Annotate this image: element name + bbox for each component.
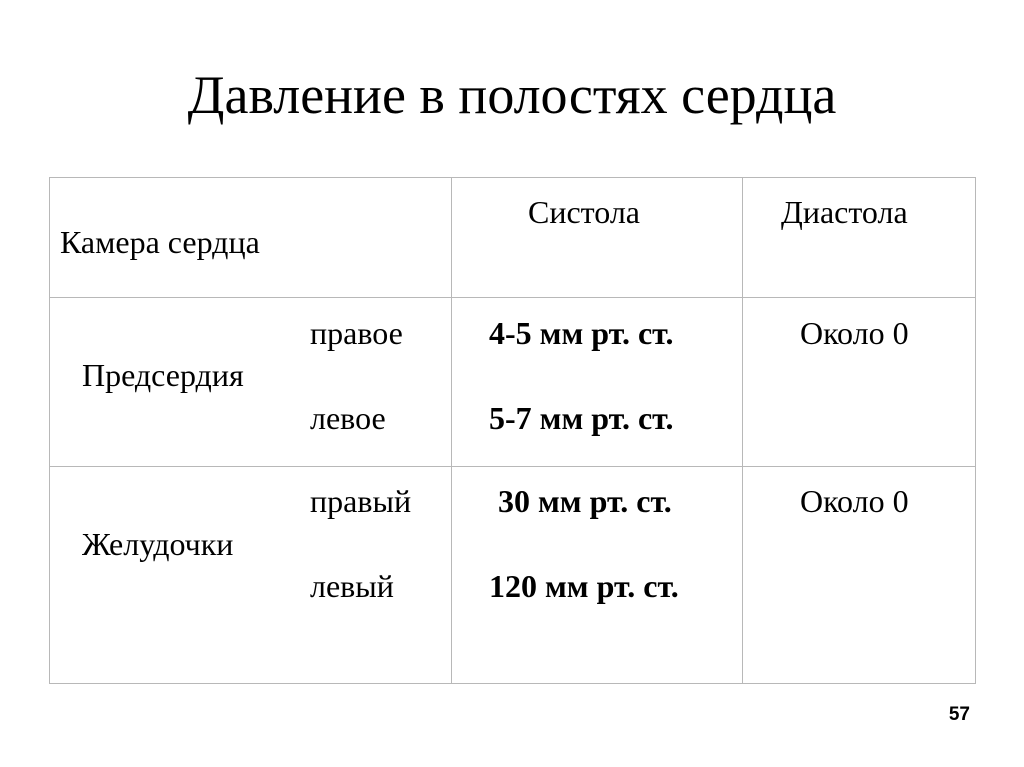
header-chamber: Камера сердца xyxy=(60,224,260,260)
table-divider-rows xyxy=(49,466,976,467)
row-side-left: левое xyxy=(310,400,386,436)
systole-value-right: 4-5 мм рт. ст. xyxy=(489,315,674,351)
diastole-value: Около 0 xyxy=(800,315,909,351)
table-divider-col-2 xyxy=(742,177,743,684)
systole-value-right: 30 мм рт. ст. xyxy=(498,483,672,519)
diastole-value: Около 0 xyxy=(800,483,909,519)
systole-value-left: 5-7 мм рт. ст. xyxy=(489,400,674,436)
header-diastole: Диастола xyxy=(781,194,908,230)
table-divider-header xyxy=(49,297,976,298)
table-border-top xyxy=(49,177,976,178)
table-border-left xyxy=(49,177,50,684)
row-group-label: Желудочки xyxy=(82,526,234,562)
row-side-right: правое xyxy=(310,315,403,351)
row-side-left: левый xyxy=(310,568,394,604)
row-group-label: Предсердия xyxy=(82,357,244,393)
table-border-right xyxy=(975,177,976,684)
slide-title: Давление в полостях сердца xyxy=(187,65,837,125)
page-number: 57 xyxy=(948,704,970,725)
table-border-bottom xyxy=(49,683,976,684)
table-divider-col-1 xyxy=(451,177,452,684)
header-systole: Систола xyxy=(528,194,640,230)
systole-value-left: 120 мм рт. ст. xyxy=(489,568,679,604)
row-side-right: правый xyxy=(310,483,412,519)
